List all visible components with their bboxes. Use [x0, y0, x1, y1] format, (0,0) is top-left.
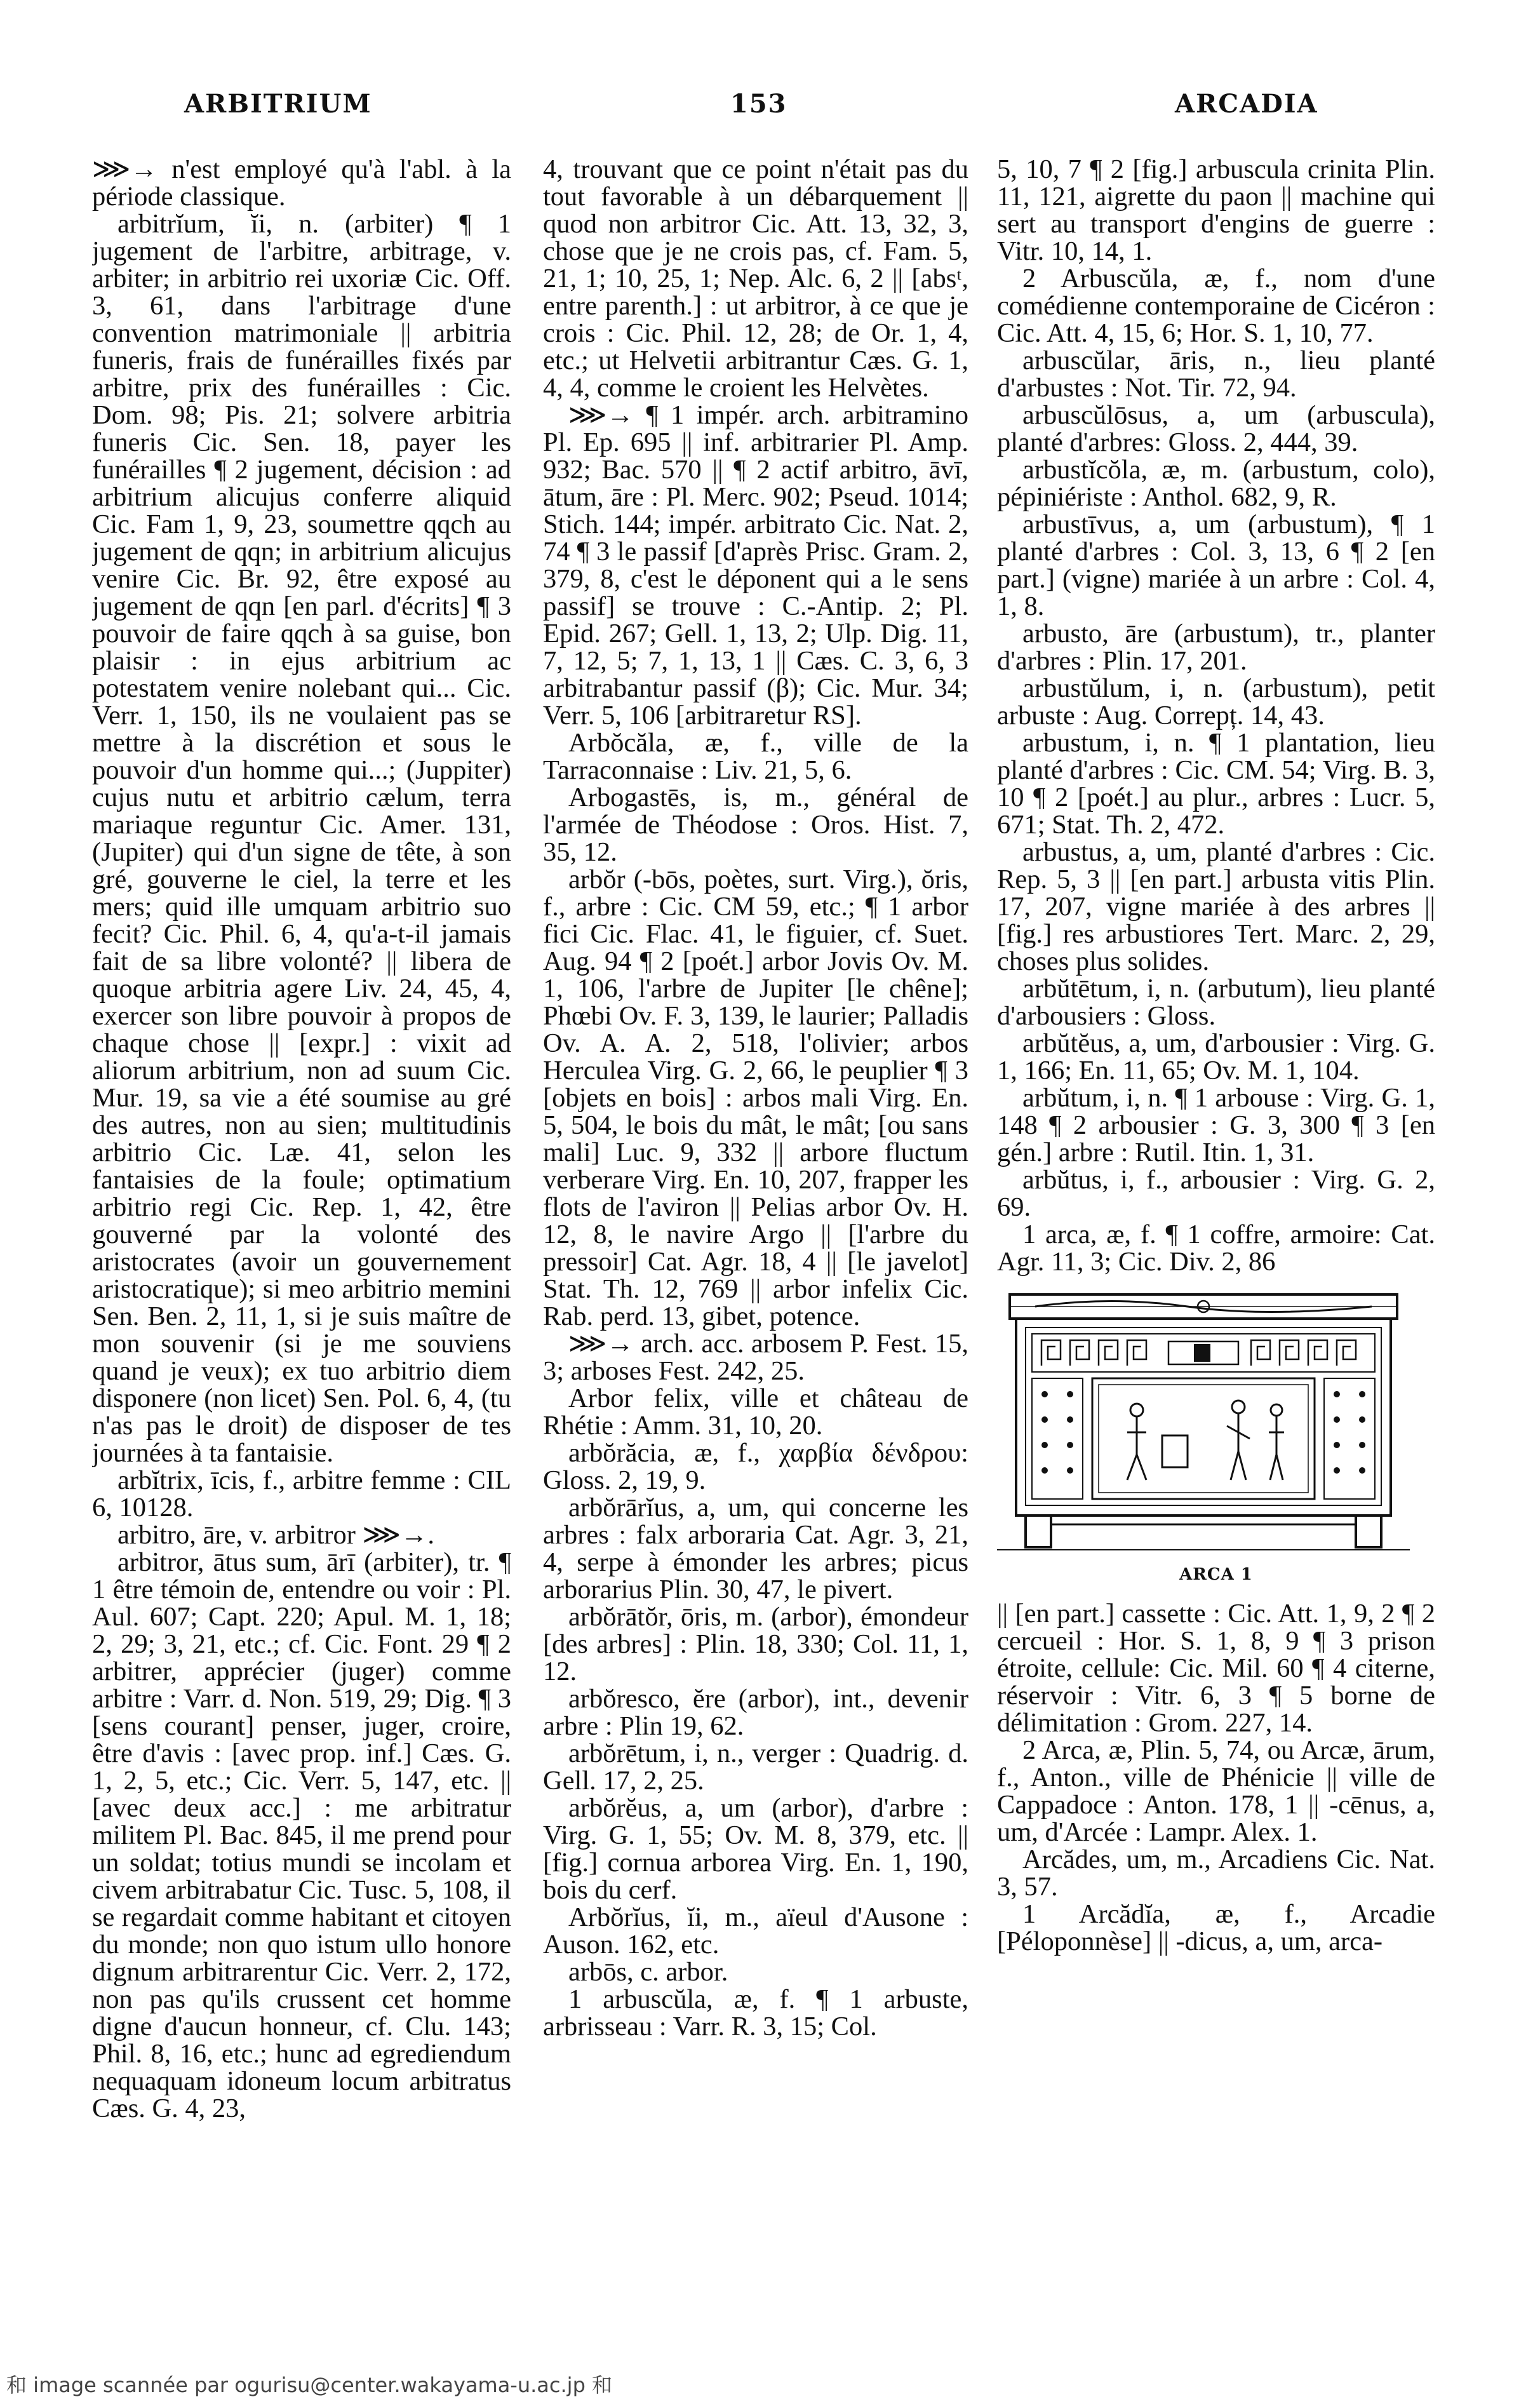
dictionary-entry: arbusto, āre (arbustum), tr., planter d'arbres : Plin. 17, 201. [997, 619, 1435, 676]
dictionary-entry: arbŏrētum, i, n., verger : Quadrig. d. Gell. 17, 2, 25. [543, 1738, 968, 1796]
column-3 [997, 156, 1435, 2334]
dictionary-entry: ⋙→ ¶ 1 impér. arch. arbitramino Pl. Ep. 695 || inf. arbitrarier Pl. Amp. 932; Bac. 570 || ¶ 2 actif arbitro, āvī, ātum, āre : Pl. Merc. 902; Pseud. 1014; Stich. 144; impér. arbitrato Cic. Nat. 2, 74 ¶ 3 le passif [d'après Prisc. Gram. 2, 379, 8, c'est le déponent qui a le sens passif] se trouve : C.-Antip. 2; Pl. Epid. 267; Gell. 1, 13, 2; Ulp. Dig. 11, 7, 12, 5; 7, 1, 13, 1 || Cæs. C. 3, 6, 3 arbitrabantur passif (β); Cic. Mur. 34; Verr. 5, 106 [arbitraretur RS]. [543, 400, 968, 730]
dictionary-entry: || [en part.] cassette : Cic. Att. 1, 9, 2 ¶ 2 cercueil : Hor. S. 1, 8, 9 ¶ 3 prison étroite, cellule: Cic. Mil. 60 ¶ 4 citerne, réservoir : Vitr. 6, 3 ¶ 5 borne de délimitation : Grom. 227, 14. [997, 1599, 1435, 1738]
dictionary-entry: 4, trouvant que ce point n'était pas du tout favorable à un débarquement || quod non arbitror Cic. Att. 13, 32, 3, chose que je ne crois pas, cf. Fam. 5, 21, 1; 10, 25, 1; Nep. Alc. 6, 2 || [absᵗ, entre parenth.] : ut arbitror, à ce que je crois : Cic. Phil. 12, 28; de Or. 1, 4, etc.; ut Helvetii arbitrantur Cæs. G. 1, 4, 4, comme le croient les Helvètes. [543, 156, 968, 403]
dictionary-entry: arbustum, i, n. ¶ 1 plantation, lieu planté d'arbres : Cic. CM. 54; Virg. B. 3, 10 ¶ 2 [poét.] au plur., arbres : Lucr. 5, 671; Stat. Th. 2, 472. [997, 728, 1435, 840]
dictionary-entry: arbŏr (-bōs, poètes, surt. Virg.), ŏris, f., arbre : Cic. CM 59, etc.; ¶ 1 arbor fici Cic. Flac. 41, le figuier, cf. Suet. Aug. 94 ¶ 2 [poét.] arbor Jovis Ov. M. 1, 106, l'arbre de Jupiter [le chêne]; Phœbi Ov. F. 3, 139, le laurier; Palladis Ov. A. A. 2, 518, l'olivier; arbos Herculea Virg. G. 2, 66, le peuplier ¶ 3 [objets en bois] : arbos mali Virg. En. 5, 504, le bois du mât, le mât; [ou sans mali] Luc. 9, 332 || arbore fluctum verberare Virg. En. 10, 207, frapper les flots de l'aviron || Pelias arbor Ov. H. 12, 8, le navire Argo || [l'arbre du pressoir] Cat. Agr. 18, 4 || [le javelot] Stat. Th. 12, 769 || arbor infelix Cic. Rab. perd. 13, gibet, potence. [543, 864, 968, 1331]
dictionary-entry: arbōs, c. arbor. [568, 1957, 728, 1987]
dictionary-entry: arbustĭcŏla, æ, m. (arbustum, colo), pépiniériste : Anthol. 682, 9, R. [997, 455, 1435, 512]
dictionary-entry: arbŏresco, ĕre (arbor), int., devenir arbre : Plin 19, 62. [543, 1684, 968, 1741]
dictionary-entry: arbŏrārĭus, a, um, qui concerne les arbres : falx arboraria Cat. Agr. 3, 21, 4, serpe à émonder les arbres; picus arborarius Plin. 30, 47, le pivert. [543, 1493, 968, 1604]
dictionary-entry: Arbogastēs, is, m., général de l'armée de Théodose : Oros. Hist. 7, 35, 12. [543, 783, 968, 867]
dictionary-entry: ⋙→ arch. acc. arbosem P. Fest. 15, 3; arboses Fest. 242, 25. [543, 1329, 968, 1386]
dictionary-entry: Arbor felix, ville et château de Rhétie : Amm. 31, 10, 20. [543, 1383, 968, 1441]
dictionary-entry: Arbŏrĭus, ĭi, m., aïeul d'Ausone : Auson. 162, etc. [543, 1902, 968, 1959]
column-2 [543, 156, 968, 2334]
dictionary-entry: arbitror, ātus sum, ārī (arbiter), tr. ¶ 1 être témoin de, entendre ou voir : Pl. Aul. 607; Capt. 220; Apul. M. 1, 18; 2, 29; 3, 21, etc.; cf. Cic. Font. 29 ¶ 2 arbitrer, apprécier (juger) comme arbitre : Varr. d. Non. 519, 29; Dig. ¶ 3 [sens courant] penser, juger, croire, être d'avis : [avec prop. inf.] Cæs. G. 1, 2, 5, etc.; Cic. Verr. 5, 147, etc. || [avec deux acc.] : me arbitratur militem Pl. Bac. 845, il me prend pour un soldat; totius mundi se incolam et civem arbitrabatur Cic. Tusc. 5, 108, il se regardait comme habitant et citoyen du monde; non quo istum ullo honore dignum arbitrarentur Cic. Verr. 2, 172, non pas qu'ils crussent cet homme digne d'aucun honneur, cf. Clu. 143; Phil. 8, 16, etc.; hunc ad egrediendum nequaquam idoneum locum arbitratus Cæs. G. 4, 23, [92, 1547, 511, 2123]
dictionary-entry: arbustus, a, um, planté d'arbres : Cic. Rep. 5, 3 || [en part.] arbusta vitis Plin. 17, 207, vigne mariée à des arbres || [fig.] res arbustiores Tert. Marc. 2, 29, choses plus solides. [997, 837, 1435, 976]
dictionary-entry: arbŏrĕus, a, um (arbor), d'arbre : Virg. G. 1, 55; Ov. M. 8, 379, etc. || [fig.] cornua arborea Virg. En. 1, 190, bois du cerf. [543, 1793, 968, 1905]
page-header [0, 89, 1540, 133]
dictionary-entry: 2 Arbuscŭla, æ, f., nom d'une comédienne contemporaine de Cicéron : Cic. Att. 4, 15, 6; Hor. S. 1, 10, 77. [997, 264, 1435, 348]
dictionary-entry: arbŭtĕus, a, um, d'arbousier : Virg. G. 1, 166; En. 11, 65; Ov. M. 1, 104. [997, 1028, 1435, 1085]
arca-illustration [997, 1289, 1410, 1556]
dictionary-entry: arbitro, āre, v. arbitror ⋙→. [117, 1520, 435, 1550]
dictionary-entry: arbŭtus, i, f., arbousier : Virg. G. 2, 69. [997, 1165, 1435, 1222]
dictionary-entry: 1 Arcădĭa, æ, f., Arcadie [Péloponnèse] || -dicus, a, um, arca- [997, 1899, 1435, 1956]
dictionary-entry: Arcădes, um, m., Arcadiens Cic. Nat. 3, 57. [997, 1845, 1435, 1902]
dictionary-entry: arbŏrātŏr, ōris, m. (arbor), émondeur [des arbres] : Plin. 18, 330; Col. 11, 1, 12. [543, 1602, 968, 1686]
dictionary-entry: arbĭtrix, īcis, f., arbitre femme : CIL 6, 10128. [92, 1465, 511, 1522]
column-1 [92, 156, 511, 2334]
dictionary-entry: 1 arbuscŭla, æ, f. ¶ 1 arbuste, arbrisseau : Varr. R. 3, 15; Col. [543, 1984, 968, 2041]
chest-engraving [997, 1289, 1410, 1556]
dictionary-entry: ⋙→ n'est employé qu'à l'abl. à la période classique. [92, 156, 511, 212]
dictionary-entry: arbuscŭlar, āris, n., lieu planté d'arbustes : Not. Tir. 72, 94. [997, 346, 1435, 403]
dictionary-entry: arbustīvus, a, um (arbustum), ¶ 1 planté d'arbres : Col. 3, 13, 6 ¶ 2 [en part.] (vigne) mariée à un arbre : Col. 4, 1, 8. [997, 509, 1435, 621]
dictionary-entry: 1 arca, æ, f. ¶ 1 coffre, armoire: Cat. Agr. 11, 3; Cic. Div. 2, 86 [997, 1220, 1435, 1277]
dictionary-entry: arbŭtētum, i, n. (arbutum), lieu planté d'arbousiers : Gloss. [997, 974, 1435, 1031]
dictionary-entry: arbŏrăcia, æ, f., χαρβία δένδρου: Gloss. 2, 19, 9. [543, 1438, 968, 1495]
dictionary-entry: arbustŭlum, i, n. (arbustum), petit arbuste : Aug. Correpț. 14, 43. [997, 673, 1435, 730]
running-head-left: ARBITRIUM [184, 89, 372, 119]
dictionary-entry: arbŭtum, i, n. ¶ 1 arbouse : Virg. G. 1, 148 ¶ 2 arbousier : G. 3, 300 ¶ 3 [en gén.] arbre : Rutil. Itin. 1, 31. [997, 1083, 1435, 1167]
page-number: 153 [730, 89, 787, 119]
dictionary-entry: arbitrĭum, ĭi, n. (arbiter) ¶ 1 jugement de l'arbitre, arbitrage, v. arbiter; in arbitrio rei uxoriæ Cic. Off. 3, 61, dans l'arbitrage d'une convention matrimoniale || arbitria funeris, frais de funérailles fixés par arbitre, prix des funérailles : Cic. Dom. 98; Pis. 21; solvere arbitria funeris Cic. Sen. 18, payer les funérailles ¶ 2 jugement, décision : ad arbitrium alicujus conferre aliquid Cic. Fam 1, 9, 23, soumettre qqch au jugement de qqn; in arbitrium alicujus venire Cic. Br. 92, être exposé au jugement de qqn [en parl. d'écrits] ¶ 3 pouvoir de faire qqch à sa guise, bon plaisir : in ejus arbitrium ac potestatem venire nolebant qui... Cic. Verr. 1, 150, ils ne voulaient pas se mettre à la discrétion et sous le pouvoir d'un homme qui...; (Juppiter) cujus nutu et arbitrio cælum, terra mariaque reguntur Cic. Amer. 131, (Jupiter) qui d'un signe de tête, à son gré, gouverne le ciel, la terre et les mers; quid ille umquam arbitrio suo fecit? Cic. Phil. 6, 4, qu'a-t-il jamais fait de sa libre volonté? || libera de quoque arbitria agere Liv. 24, 45, 4, exercer son libre pouvoir à propos de chaque chose || [expr.] : vixit ad aliorum arbitrium, non ad suum Cic. Mur. 19, sa vie a été soumise au gré des autres, non au sien; multitudinis arbitrio Cic. Læ. 41, selon les fantaisies de la foule; optimatium arbitrio regi Cic. Rep. 1, 42, être gouverné par la volonté des aristocrates (avoir un gouvernement aristocratique); si meo arbitrio memini Sen. Ben. 2, 11, 1, si je suis maître de mon souvenir (si je me souviens quand je veux); ex tuo arbitrio diem disponere (non licet) Sen. Pol. 6, 4, (tu n'as pas le droit) de disposer de tes journées à ta fantaisie. [92, 209, 511, 1468]
scan-credit-footer: 和 image scannée par ogurisu@center.wakayama-u.ac.jp 和 [6, 2373, 613, 2397]
running-head-right: ARCADIA [1175, 89, 1318, 119]
dictionary-entry: 2 Arca, æ, Plin. 5, 74, ou Arcæ, ārum, f., Anton., ville de Phénicie || ville de Cappadoce : Anton. 178, 1 || -cēnus, a, um, d'Arcée : Lampr. Alex. 1. [997, 1735, 1435, 1847]
dictionary-entry: 5, 10, 7 ¶ 2 [fig.] arbuscula crinita Plin. 11, 121, aigrette du paon || machine qui sert au transport d'engins de guerre : Vitr. 10, 14, 1. [997, 156, 1435, 266]
figure-caption: ARCA 1 [1179, 1565, 1253, 1584]
dictionary-entry: arbuscŭlōsus, a, um (arbuscula), planté d'arbres: Gloss. 2, 444, 39. [997, 400, 1435, 457]
dictionary-entry: Arbŏcăla, æ, f., ville de la Tarraconnaise : Liv. 21, 5, 6. [543, 728, 968, 785]
